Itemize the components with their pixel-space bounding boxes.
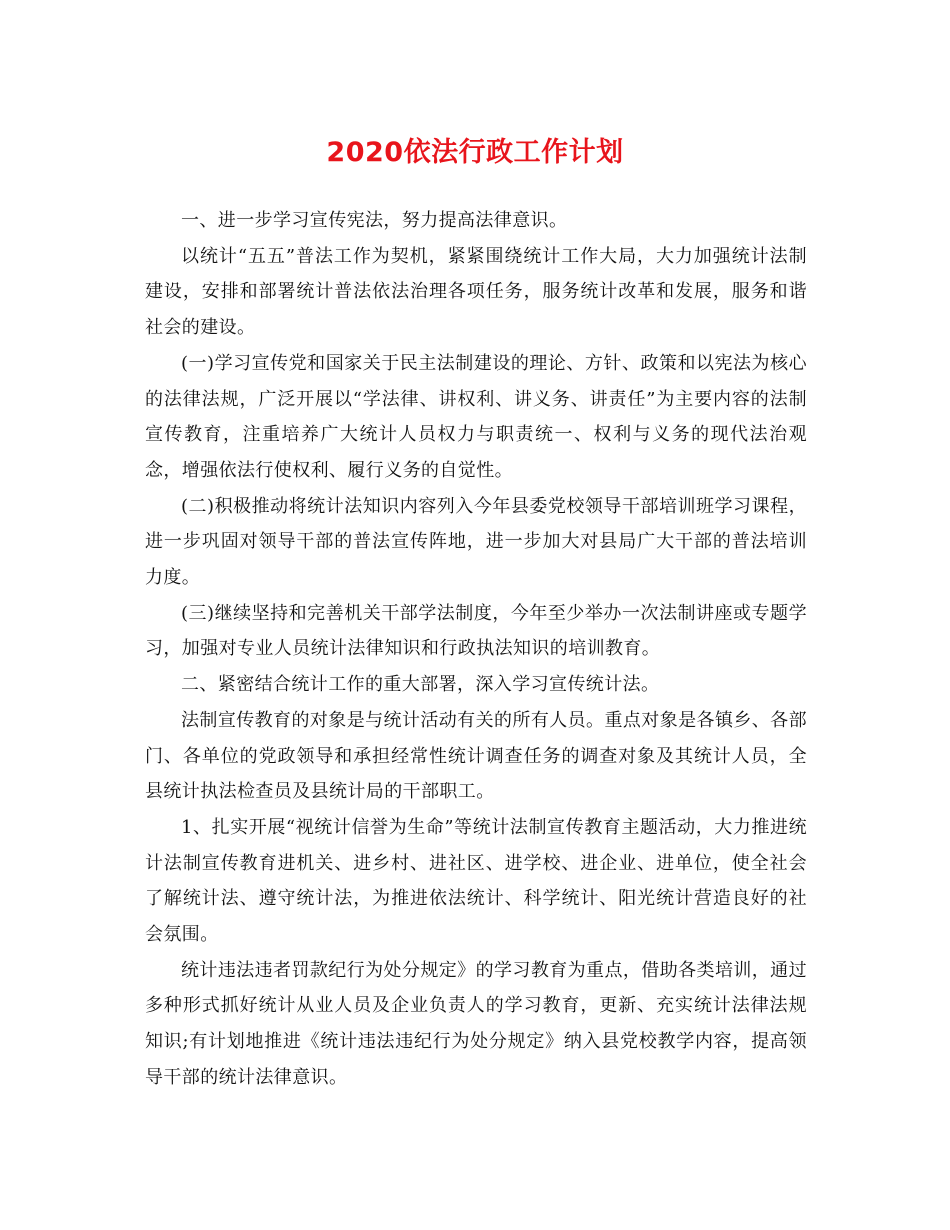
paragraph-item-1: (一)学习宣传党和国家关于民主法制建设的理论、方针、政策和以宪法为核心的法律法规，广泛开展以“学法律、讲权利、讲义务、讲责任”为主要内容的法制宣传教育，注重培养广大统计人员权力与职责统一、权利与义务的现代法治观念，增强依法行使权利、履行义务的自觉性。 <box>145 352 807 481</box>
paragraph-point-continuation: 统计违法违者罚款纪行为处分规定》的学习教育为重点，借助各类培训，通过多种形式抓好统计从业人员及企业负责人的学习教育，更新、充实统计法律法规知识;有计划地推进《统计违法违纪行为处分规定》纳入县党校教学内容，提高领导干部的统计法律意识。 <box>145 959 807 1088</box>
paragraph-section-2-intro: 法制宣传教育的对象是与统计活动有关的所有人员。重点对象是各镇乡、各部门、各单位的党政领导和承担经常性统计调查任务的调查对象及其统计人员，全县统计执法检查员及县统计局的干部职工。 <box>145 709 807 803</box>
document-body <box>145 203 807 1096</box>
paragraph-item-3: (三)继续坚持和完善机关干部学法制度，今年至少举办一次法制讲座或专题学习，加强对专业人员统计法律知识和行政执法知识的培训教育。 <box>145 602 807 660</box>
paragraph-item-2: (二)积极推动将统计法知识内容列入今年县委党校领导干部培训班学习课程，进一步巩固对领导干部的普法宣传阵地，进一步加大对县局广大干部的普法培训力度。 <box>145 495 807 589</box>
document-title: 2020依法行政工作计划 <box>326 137 624 168</box>
paragraph-section-1-heading: 一、进一步学习宣传宪法，努力提高法律意识。 <box>181 210 568 231</box>
paragraph-section-2-heading: 二、紧密结合统计工作的重大部署，深入学习宣传统计法。 <box>181 674 660 696</box>
paragraph-point-1: 1、扎实开展“视统计信誉为生命”等统计法制宣传教育主题活动，大力推进统计法制宣传教育进机关、进乡村、进社区、进学校、进企业、进单位，使全社会了解统计法、遵守统计法，为推进依法统计、科学统计、阳光统计营造良好的社会氛围。 <box>145 816 807 946</box>
paragraph-section-1-intro: 以统计“五五”普法工作为契机，紧紧围绕统计工作大局，大力加强统计法制建设，安排和部署统计普法依法治理各项任务，服务统计改革和发展，服务和谐社会的建设。 <box>145 245 807 339</box>
